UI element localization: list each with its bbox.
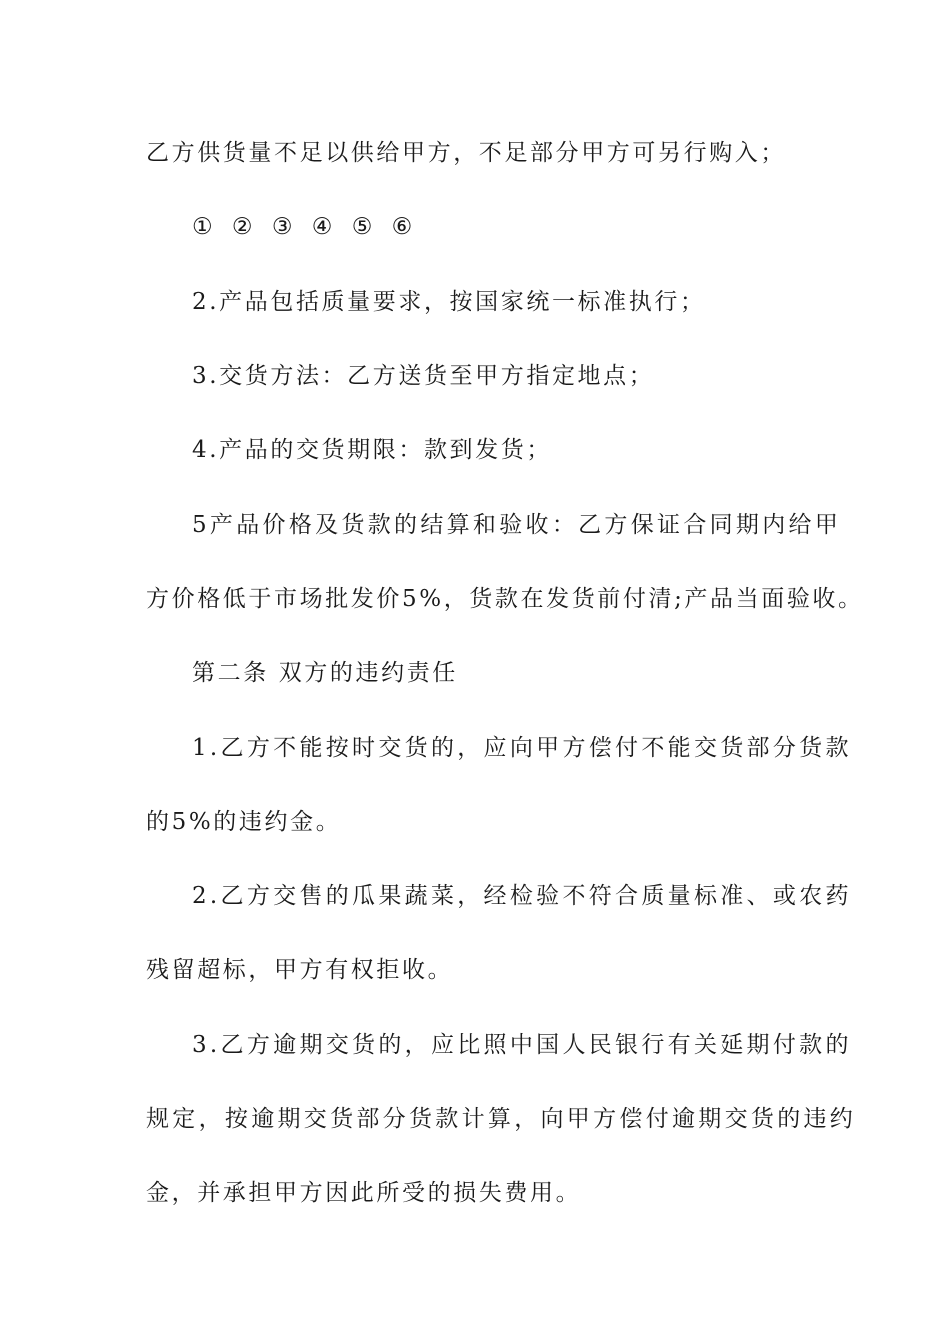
- clause-delivery-deadline: 4.产品的交货期限：款到发货；: [192, 437, 552, 463]
- clause-delivery-method: 3.交货方法：乙方送货至甲方指定地点；: [192, 363, 655, 389]
- breach-clause-3-line-1: 3.乙方逾期交货的，应比照中国人民银行有关延期付款的: [192, 1032, 852, 1058]
- article-heading-breach-liability: 第二条 双方的违约责任: [192, 660, 458, 686]
- circled-numbers-line: ① ② ③ ④ ⑤ ⑥: [192, 214, 419, 240]
- clause-quality-requirement: 2.产品包括质量要求，按国家统一标准执行；: [192, 289, 706, 315]
- clause-price-settlement-line-1: 5产品价格及货款的结算和验收：乙方保证合同期内给甲: [192, 512, 842, 538]
- breach-clause-2-line-2: 残留超标，甲方有权拒收。: [146, 957, 454, 983]
- paragraph-supply-shortfall-line: 乙方供货量不足以供给甲方，不足部分甲方可另行购入；: [146, 140, 786, 166]
- breach-clause-3-line-3: 金，并承担甲方因此所受的损失费用。: [146, 1180, 582, 1206]
- breach-clause-1-line-2: 的5%的违约金。: [146, 809, 342, 835]
- clause-price-settlement-line-2: 方价格低于市场批发价5%，货款在发货前付清;产品当面验收。: [146, 586, 864, 612]
- breach-clause-2-line-1: 2.乙方交售的瓜果蔬菜，经检验不符合质量标准、或农药: [192, 883, 852, 909]
- breach-clause-1-line-1: 1.乙方不能按时交货的，应向甲方偿付不能交货部分货款: [192, 735, 852, 761]
- breach-clause-3-line-2: 规定，按逾期交货部分货款计算，向甲方偿付逾期交货的违约: [146, 1106, 857, 1132]
